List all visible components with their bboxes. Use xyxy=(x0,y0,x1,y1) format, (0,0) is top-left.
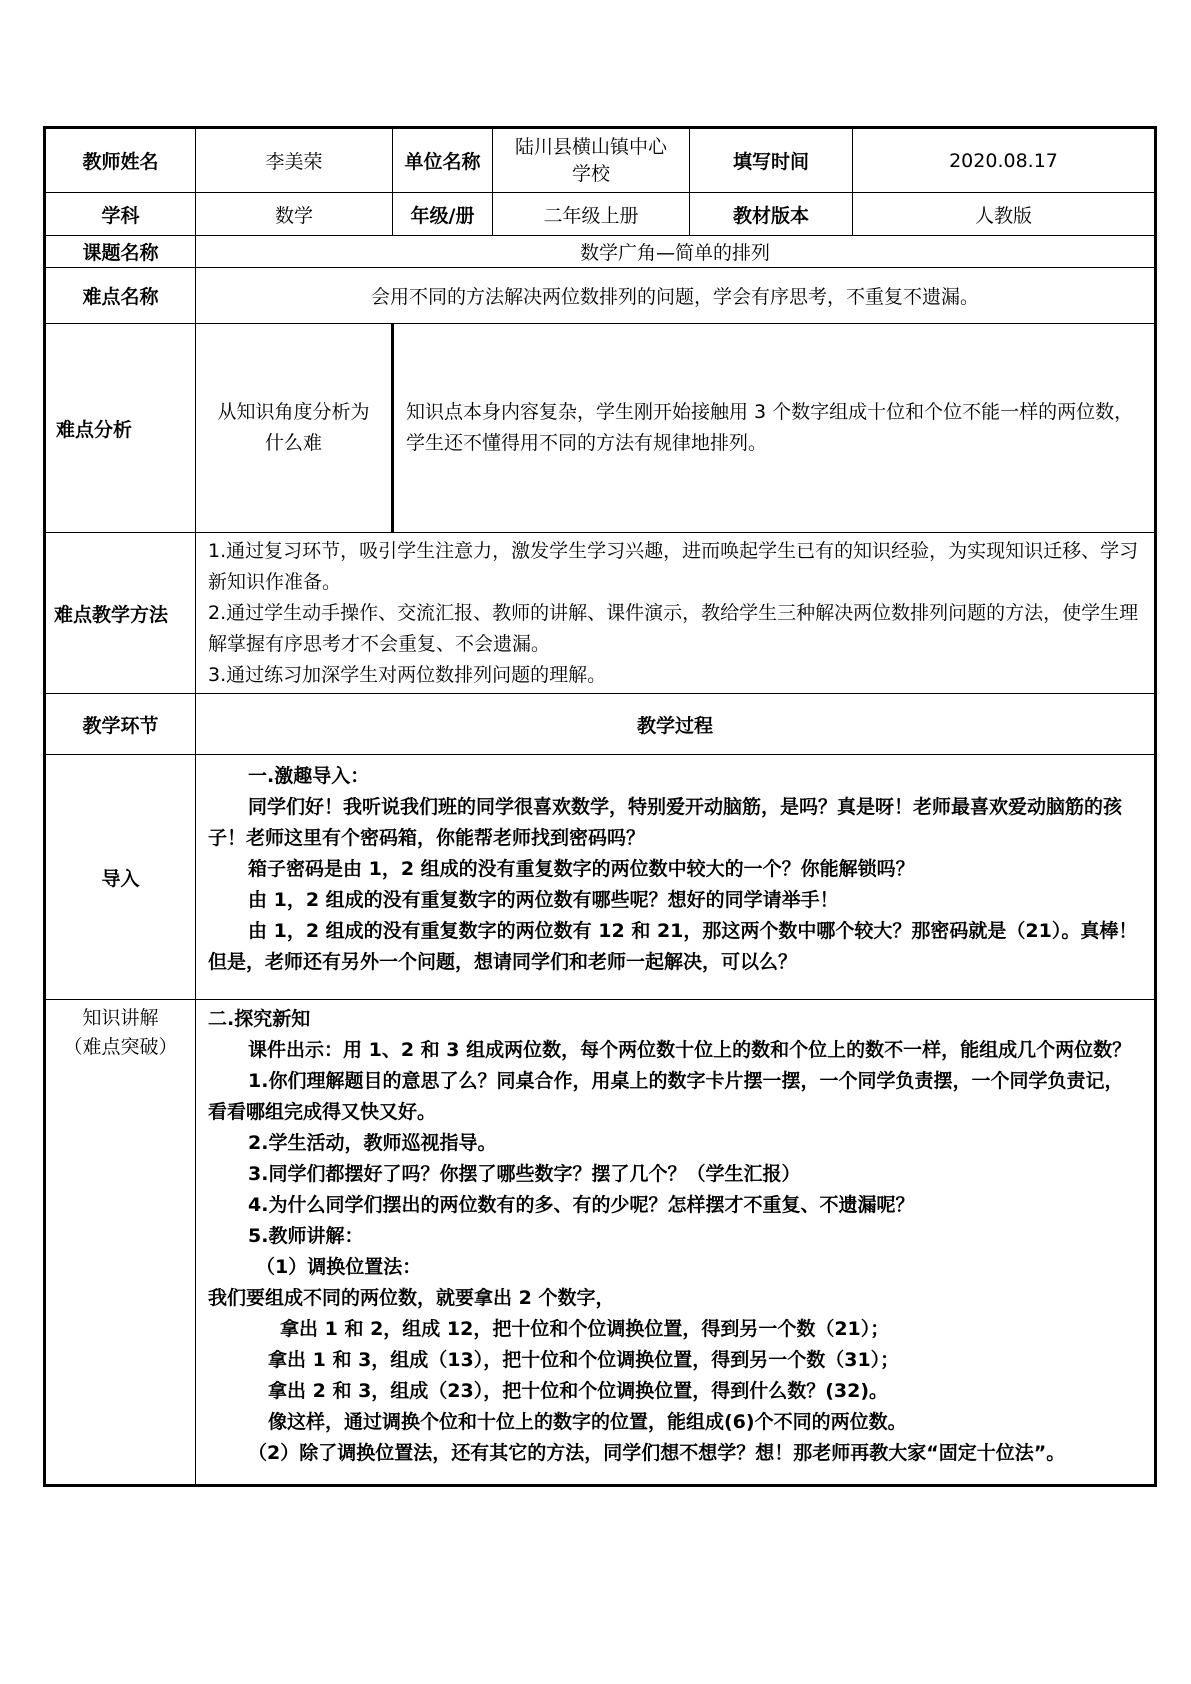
analysis-value: 知识点本身内容复杂，学生刚开始接触用 3 个数字组成十位和个位不能一样的两位数，学生还不懂得用不同的方法有规律地排列。 xyxy=(393,324,1156,533)
method-item-3: 3.通过练习加深学生对两位数排列问题的理解。 xyxy=(208,663,607,686)
knowledge-step-2: 拿出 1 和 3，组成（13），把十位和个位调换位置，得到另一个数（31）； xyxy=(268,1349,900,1371)
knowledge-method-1-title: （1）调换位置法： xyxy=(256,1256,422,1278)
knowledge-paragraph-1: 课件出示：用 1、2 和 3 组成两位数，每个两位数十位上的数和个位上的数不一样，能组成几个两位数？ xyxy=(248,1039,1132,1061)
intro-heading: 一.激趣导入： xyxy=(248,765,370,787)
topic-value: 数学广角—简单的排列 xyxy=(196,236,1156,268)
knowledge-paragraph-3: 2.学生活动，教师巡视指导。 xyxy=(248,1132,497,1154)
method-item-1: 1.通过复习环节，吸引学生注意力，激发学生学习兴趣，进而唤起学生已有的知识经验，为实现知识迁移、学习新知识作准备。 xyxy=(208,539,1139,593)
teacher-name-value: 李美荣 xyxy=(196,128,393,193)
unit-name-label: 单位名称 xyxy=(393,128,493,193)
analysis-label: 难点分析 xyxy=(45,324,196,533)
knowledge-heading: 二.探究新知 xyxy=(208,1008,311,1030)
difficulty-label: 难点名称 xyxy=(45,268,196,324)
knowledge-label-line2: （难点突破） xyxy=(63,1036,178,1058)
intro-paragraph-1: 同学们好！我听说我们班的同学很喜欢数学，特别爱开动脑筋，是吗？真是呀！老师最喜欢爱动脑筋的孩子！老师这里有个密码箱，你能帮老师找到密码吗？ xyxy=(208,796,1123,849)
analysis-sub-label: 从知识角度分析为什么难 xyxy=(196,324,393,533)
topic-label: 课题名称 xyxy=(45,236,196,268)
method-label: 难点教学方法 xyxy=(45,533,196,694)
knowledge-step-summary: 像这样，通过调换个位和十位上的数字的位置，能组成(6)个不同的两位数。 xyxy=(268,1411,907,1433)
grade-label: 年级/册 xyxy=(393,193,493,236)
edition-value: 人教版 xyxy=(853,193,1156,236)
knowledge-paragraph-6: 5.教师讲解： xyxy=(248,1225,364,1247)
fill-date-value: 2020.08.17 xyxy=(853,128,1156,193)
knowledge-step-3: 拿出 2 和 3，组成（23），把十位和个位调换位置，得到什么数？(32)。 xyxy=(268,1380,889,1402)
knowledge-paragraph-2: 1.你们理解题目的意思了么？同桌合作，用桌上的数字卡片摆一摆，一个同学负责摆，一个同学负责记，看看哪组完成得又快又好。 xyxy=(208,1070,1124,1123)
knowledge-paragraph-5: 4.为什么同学们摆出的两位数有的多、有的少呢？怎样摆才不重复、不遗漏呢？ xyxy=(248,1194,915,1216)
intro-label: 导入 xyxy=(45,755,196,1000)
knowledge-content xyxy=(196,1000,1156,1486)
process-stage-label: 教学环节 xyxy=(45,694,196,755)
subject-label: 学科 xyxy=(45,193,196,236)
knowledge-label xyxy=(45,1000,196,1486)
grade-value: 二年级上册 xyxy=(493,193,690,236)
knowledge-label-line1: 知识讲解 xyxy=(82,1007,159,1029)
knowledge-step-1: 拿出 1 和 2，组成 12，把十位和个位调换位置，得到另一个数（21）； xyxy=(280,1318,890,1340)
subject-value: 数学 xyxy=(196,193,393,236)
method-item-2: 2.通过学生动手操作、交流汇报、教师的讲解、课件演示，教给学生三种解决两位数排列问题的方法，使学生理解掌握有序思考才不会重复、不会遗漏。 xyxy=(208,601,1139,655)
difficulty-value: 会用不同的方法解决两位数排列的问题，学会有序思考，不重复不遗漏。 xyxy=(196,268,1156,324)
intro-paragraph-4: 由 1，2 组成的没有重复数字的两位数有 12 和 21，那这两个数中哪个较大？那密码就是（21）。真棒！但是，老师还有另外一个问题，想请同学们和老师一起解决，可以么？ xyxy=(208,920,1138,973)
method-content xyxy=(196,533,1156,694)
edition-label: 教材版本 xyxy=(690,193,853,236)
knowledge-paragraph-7: 我们要组成不同的两位数，就要拿出 2 个数字， xyxy=(208,1287,615,1309)
lesson-plan-table xyxy=(43,126,1157,1487)
intro-content xyxy=(196,755,1156,1000)
teacher-name-label: 教师姓名 xyxy=(45,128,196,193)
knowledge-paragraph-4: 3.同学们都摆好了吗？你摆了哪些数字？摆了几个？（学生汇报） xyxy=(248,1163,801,1185)
fill-date-label: 填写时间 xyxy=(690,128,853,193)
intro-paragraph-3: 由 1，2 组成的没有重复数字的两位数有哪些呢？想好的同学请举手！ xyxy=(248,889,839,911)
process-header-label: 教学过程 xyxy=(196,694,1156,755)
unit-name-value: 陆川县横山镇中心学校 xyxy=(493,128,690,193)
intro-paragraph-2: 箱子密码是由 1，2 组成的没有重复数字的两位数中较大的一个？你能解锁吗？ xyxy=(248,858,915,880)
knowledge-method-2-intro: （2）除了调换位置法，还有其它的方法，同学们想不想学？想！那老师再教大家“固定十位法”。 xyxy=(248,1442,1066,1464)
